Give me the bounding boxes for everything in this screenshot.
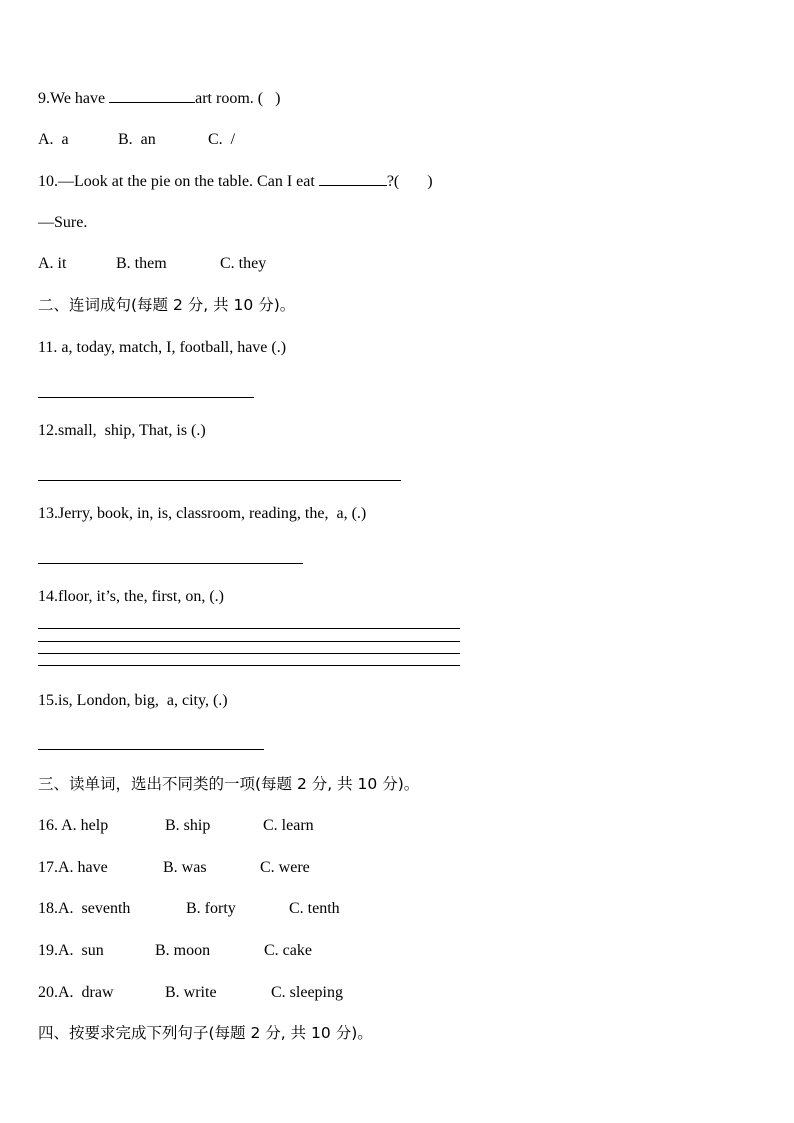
question-10-suffix: ?( ) xyxy=(386,173,433,190)
option-c: C. tenth xyxy=(289,900,340,917)
question-10 xyxy=(38,171,433,192)
question-10-prefix: 10.—Look at the pie on the table. Can I eat xyxy=(38,173,319,190)
option-a: 17.A. have xyxy=(38,859,108,876)
question-9-suffix: art room. ( ) xyxy=(195,90,281,107)
option-b: B. an xyxy=(118,131,156,148)
question-12: 12.small, ship, That, is (.) xyxy=(38,422,206,439)
answer-line[interactable] xyxy=(38,628,460,629)
answer-line[interactable] xyxy=(38,397,254,398)
option-b: B. moon xyxy=(155,942,211,959)
answer-line[interactable] xyxy=(38,480,401,481)
section-3-heading: 三、读单词，选出不同类的一项(每题 2 分, 共 10 分)。 xyxy=(38,775,420,793)
option-a: 20.A. draw xyxy=(38,984,114,1001)
question-15: 15.is, London, big, a, city, (.) xyxy=(38,692,228,709)
answer-line[interactable] xyxy=(38,641,460,642)
option-c: C. sleeping xyxy=(271,984,343,1001)
answer-line[interactable] xyxy=(38,665,460,666)
answer-blank[interactable] xyxy=(109,88,195,103)
answer-line[interactable] xyxy=(38,749,264,750)
answer-line[interactable] xyxy=(38,653,460,654)
question-10-reply: —Sure. xyxy=(38,214,88,231)
question-13: 13.Jerry, book, in, is, classroom, reading, the, a, (.) xyxy=(38,505,367,522)
option-a: A. it xyxy=(38,255,67,272)
question-11: 11. a, today, match, I, football, have (.) xyxy=(38,339,287,356)
option-c: C. they xyxy=(220,255,267,272)
question-9-prefix: 9.We have xyxy=(38,90,110,107)
option-a: 18.A. seventh xyxy=(38,900,131,917)
question-9 xyxy=(38,88,280,109)
question-14: 14.floor, it’s, the, first, on, (.) xyxy=(38,588,224,605)
option-b: B. ship xyxy=(165,817,211,834)
option-c: C. were xyxy=(260,859,310,876)
option-a: A. a xyxy=(38,131,69,148)
option-b: B. write xyxy=(165,984,217,1001)
option-b: B. was xyxy=(163,859,207,876)
option-c: C. cake xyxy=(264,942,312,959)
answer-line[interactable] xyxy=(38,563,303,564)
option-c: C. learn xyxy=(263,817,314,834)
option-a: 16. A. help xyxy=(38,817,109,834)
section-2-heading: 二、连词成句(每题 2 分, 共 10 分)。 xyxy=(38,296,296,314)
option-b: B. forty xyxy=(186,900,236,917)
option-a: 19.A. sun xyxy=(38,942,104,959)
option-b: B. them xyxy=(116,255,167,272)
option-c: C. / xyxy=(208,131,236,148)
section-4-heading: 四、按要求完成下列句子(每题 2 分, 共 10 分)。 xyxy=(38,1024,373,1042)
answer-blank[interactable] xyxy=(319,171,387,186)
